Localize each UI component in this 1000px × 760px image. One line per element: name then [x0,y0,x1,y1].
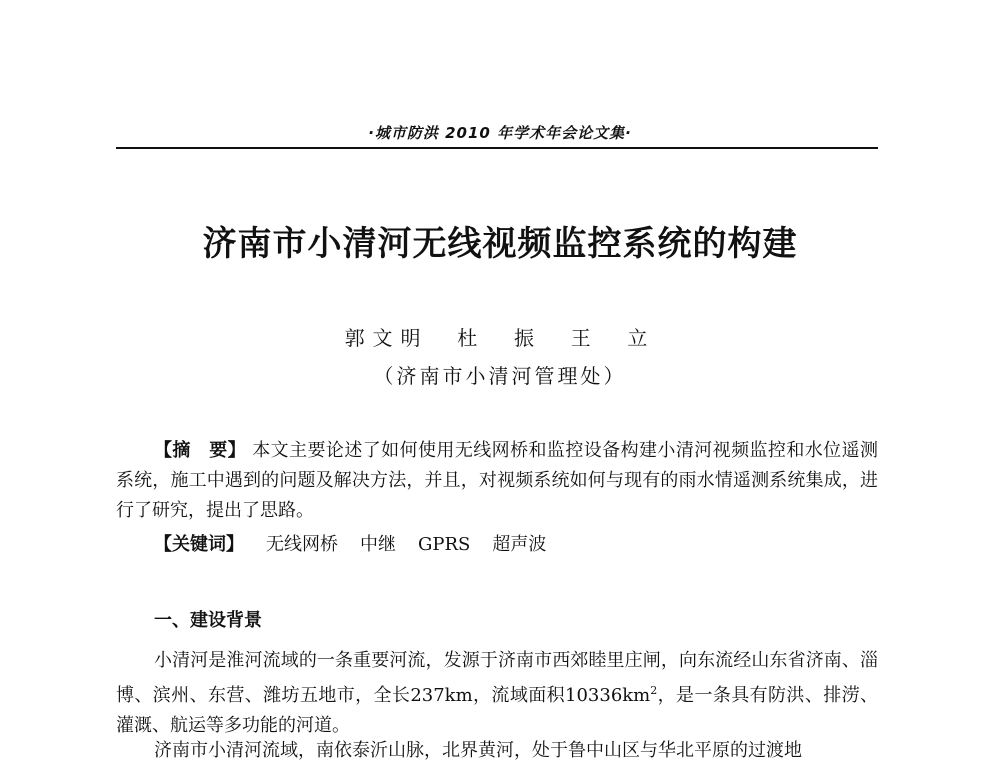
keyword-item: 超声波 [492,534,547,555]
section-heading: 一、建设背景 [154,610,262,631]
author-list: 郭文明 杜 振 王 立 [344,326,656,350]
body-paragraph [116,646,878,741]
keyword-item: 中继 [360,534,396,555]
body-text: ，是一条具有防洪、排涝、灌溉、航运等多功能的河道。 [116,685,879,736]
header-rule [116,147,878,149]
keyword-item: GPRS [418,534,471,555]
body-text: 小清河是淮河流域的一条重要河流，发源于济南市西郊睦里庄闸，向东流经山东省济南、淄博、滨州、东营、潍坊五地市，全长237km，流域面积10336km [116,650,878,706]
paper-title: 济南市小清河无线视频监控系统的构建 [202,224,798,264]
abstract-text: 本文主要论述了如何使用无线网桥和监控设备构建小清河视频监控和水位遥测系统，施工中遇到的问题及解决方法，并且，对视频系统如何与现有的雨水情遥测系统集成，进行了研究，提出了思路。 [116,440,879,521]
body-paragraph: 济南市小清河流域，南依泰沂山脉，北界黄河，处于鲁中山区与华北平原的过渡地 [154,740,802,760]
abstract [116,436,878,526]
abstract-label: 【摘 要】 [154,440,247,461]
keywords-label: 【关键词】 [154,534,244,555]
keywords [116,530,878,560]
author-affiliation: （济南市小清河管理处） [373,364,627,388]
running-header: ·城市防洪 2010 年学术年会论文集· [368,124,632,142]
superscript: 2 [650,684,658,697]
keyword-item: 无线网桥 [266,534,338,555]
